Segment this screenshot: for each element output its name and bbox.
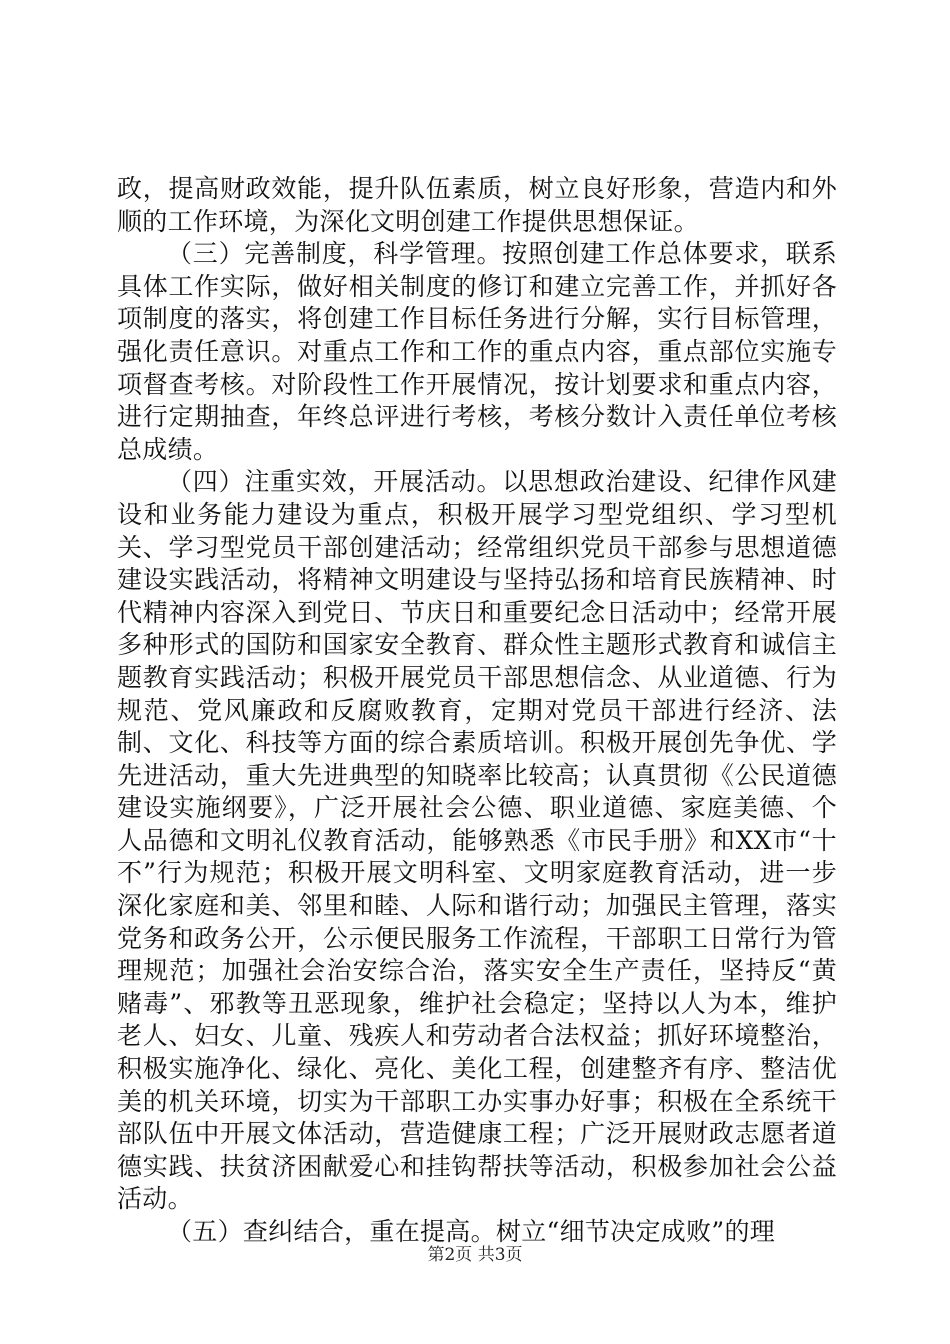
paragraph-section-4: （四）注重实效，开展活动。以思想政治建设、纪律作风建设和业务能力建设为重点，积极开展学习型党组织、学习型机关、学习型党员干部创建活动；经常组织党员干部参与思想道德建设实践活动，将精神文明建设与坚持弘扬和培育民族精神、时代精神内容深入到党日、节庆日和重要纪念日活动中；经常开展多种形式的国防和国家安全教育、群众性主题形式教育和诚信主题教育实践活动；积极开展党员干部思想信念、从业道德、行为规范、党风廉政和反腐败教育，定期对党员干部进行经济、法制、文化、科技等方面的综合素质培训。积极开展创先争优、学先进活动，重大先进典型的知晓率比较高；认真贯彻《公民道德建设实施纲要》，广泛开展社会公德、职业道德、家庭美德、个人品德和文明礼仪教育活动，能够熟悉《市民手册》和XX市“十不”行为规范；积极开展文明科室、文明家庭教育活动，进一步深化家庭和美、邻里和睦、人际和谐行动；加强民主管理，落实党务和政务公开，公示便民服务工作流程，干部职工日常行为管理规范；加强社会治安综合治，落实安全生产责任，坚持反“黄赌毒”、邪教等丑恶现象，维护社会稳定；坚持以人为本，维护老人、妇女、儿童、残疾人和劳动者合法权益；抓好环境整治，积极实施净化、绿化、亮化、美化工程，创建整齐有序、整洁优美的机关环境，切实为干部职工办实事办好事；积极在全系统干部队伍中开展文体活动，营造健康工程；广泛开展财政志愿者道德实践、扶贫济困献爱心和挂钩帮扶等活动，积极参加社会公益活动。: [117, 467, 837, 1214]
document-body: [117, 173, 837, 1249]
paragraph-continuation: 政，提高财政效能，提升队伍素质，树立良好形象，营造内和外顺的工作环境，为深化文明创建工作提供思想保证。: [117, 174, 837, 236]
page-number-footer: 第2页 共3页: [427, 1245, 523, 1265]
paragraph-section-5: （五）查纠结合，重在提高。树立“细节决定成败”的理: [167, 1217, 776, 1246]
paragraph-section-3: （三）完善制度，科学管理。按照创建工作总体要求，联系具体工作实际，做好相关制度的修订和建立完善工作，并抓好各项制度的落实，将创建工作目标任务进行分解，实行目标管理，强化责任意识。对重点工作和工作的重点内容，重点部位实施专项督查考核。对阶段性工作开展情况，按计划要求和重点内容，进行定期抽查，年终总评进行考核，考核分数计入责任单位考核总成绩。: [117, 239, 837, 464]
